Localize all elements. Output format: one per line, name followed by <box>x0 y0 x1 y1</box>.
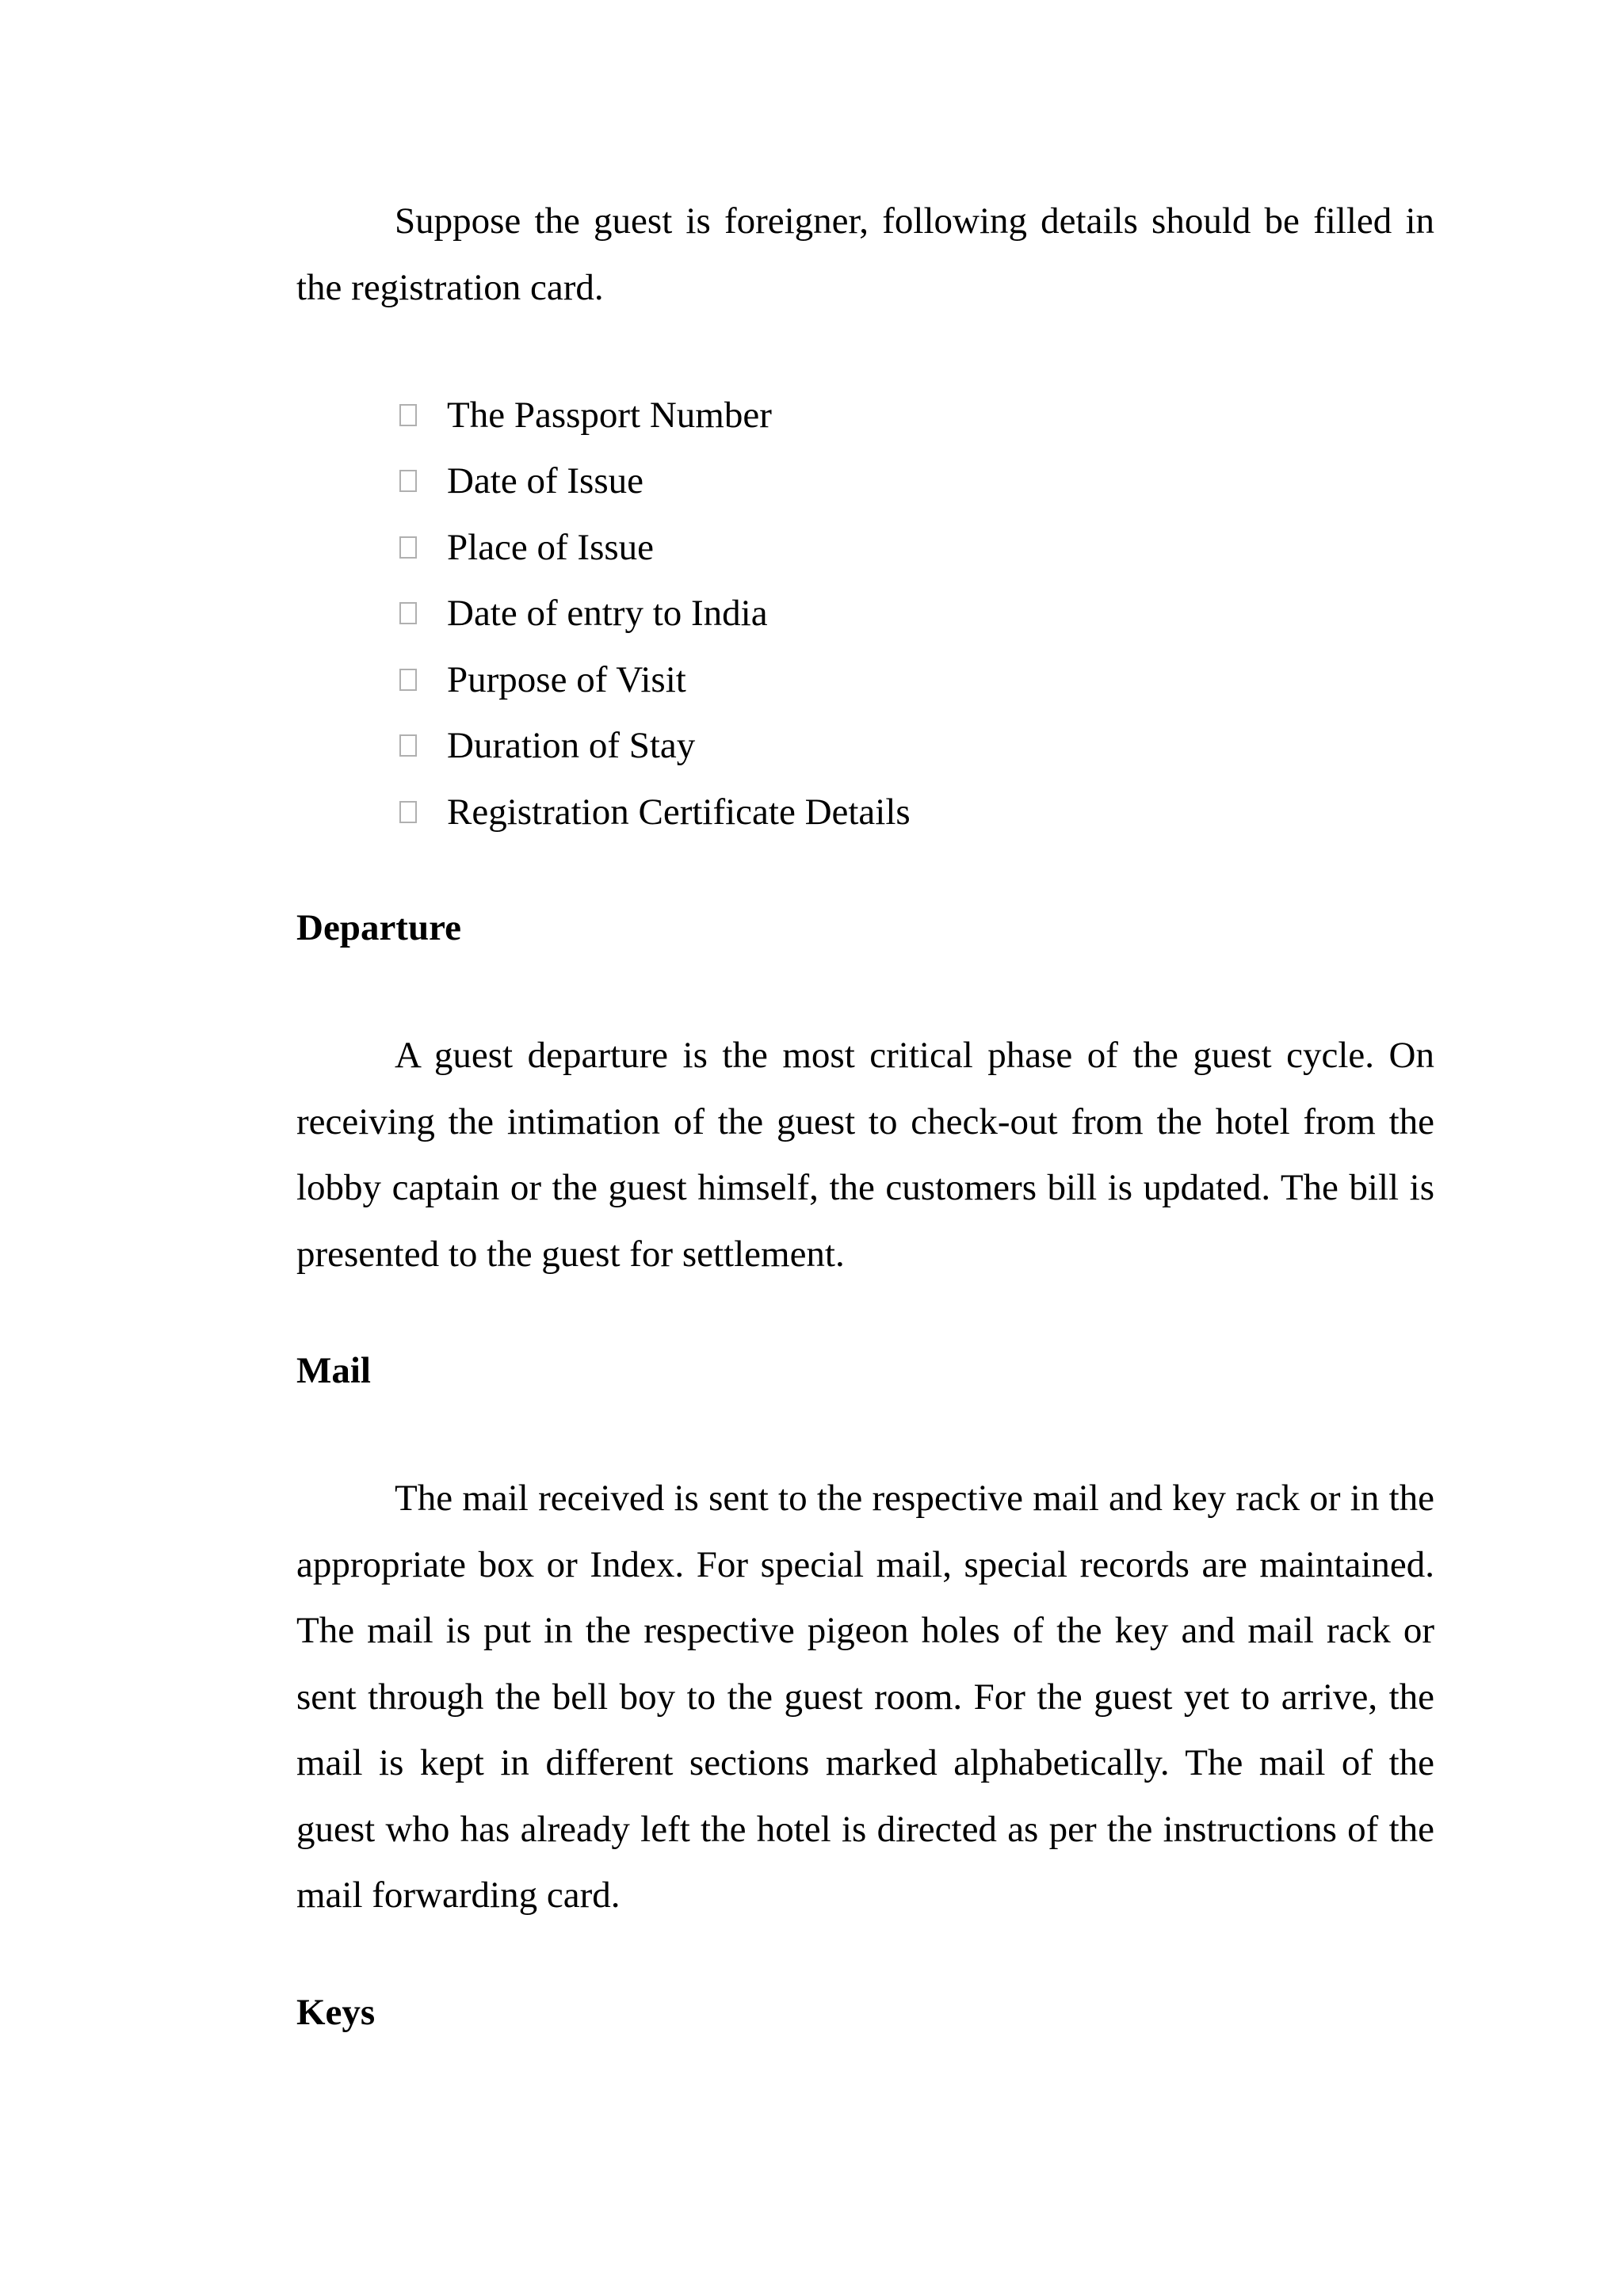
departure-paragraph: A guest departure is the most critical phase of the guest cycle. On receiving the intimation of the guest to check-out from the hotel from the lobby captain or the guest himself, the customers bill is updated. The bill is presented to the guest for settlement. <box>296 1035 1434 1275</box>
mail-paragraph: The mail received is sent to the respective mail and key rack or in the appropriate box or Index. For special mail, special records are maintained. The mail is put in the respective pigeon holes of the key and mail rack or sent through the bell boy to the guest room. For the guest yet to arrive, the mail is kept in different sections marked alphabetically. The mail of the guest who has already left the hotel is directed as per the instructions of the mail forwarding card. <box>296 1478 1434 1916</box>
list-item-text: Duration of Stay <box>447 725 696 767</box>
list-item <box>395 448 911 515</box>
list-item-text: Date of Issue <box>447 460 643 502</box>
list-item <box>395 713 911 780</box>
list-item-text: The Passport Number <box>447 394 772 436</box>
list-item <box>395 382 911 448</box>
bullet-box-icon <box>399 669 417 691</box>
bullet-box-icon <box>399 404 417 426</box>
departure-heading: Departure <box>296 907 461 948</box>
list-item <box>395 581 911 647</box>
list-item <box>395 646 911 713</box>
registration-details-list <box>395 382 911 845</box>
list-item-text: Place of Issue <box>447 526 655 568</box>
mail-heading: Mail <box>296 1350 371 1391</box>
bullet-box-icon <box>399 734 417 757</box>
intro-paragraph: Suppose the guest is foreigner, following details should be filled in the registration card. <box>296 200 1434 308</box>
bullet-box-icon <box>399 470 417 492</box>
bullet-box-icon <box>399 801 417 823</box>
list-item <box>395 779 911 845</box>
list-item-text: Purpose of Visit <box>447 658 686 700</box>
list-item-text: Date of entry to India <box>447 593 768 635</box>
bullet-box-icon <box>399 602 417 624</box>
keys-heading: Keys <box>296 1992 376 2033</box>
bullet-box-icon <box>399 536 417 559</box>
list-item <box>395 514 911 581</box>
list-item-text: Registration Certificate Details <box>447 791 911 833</box>
